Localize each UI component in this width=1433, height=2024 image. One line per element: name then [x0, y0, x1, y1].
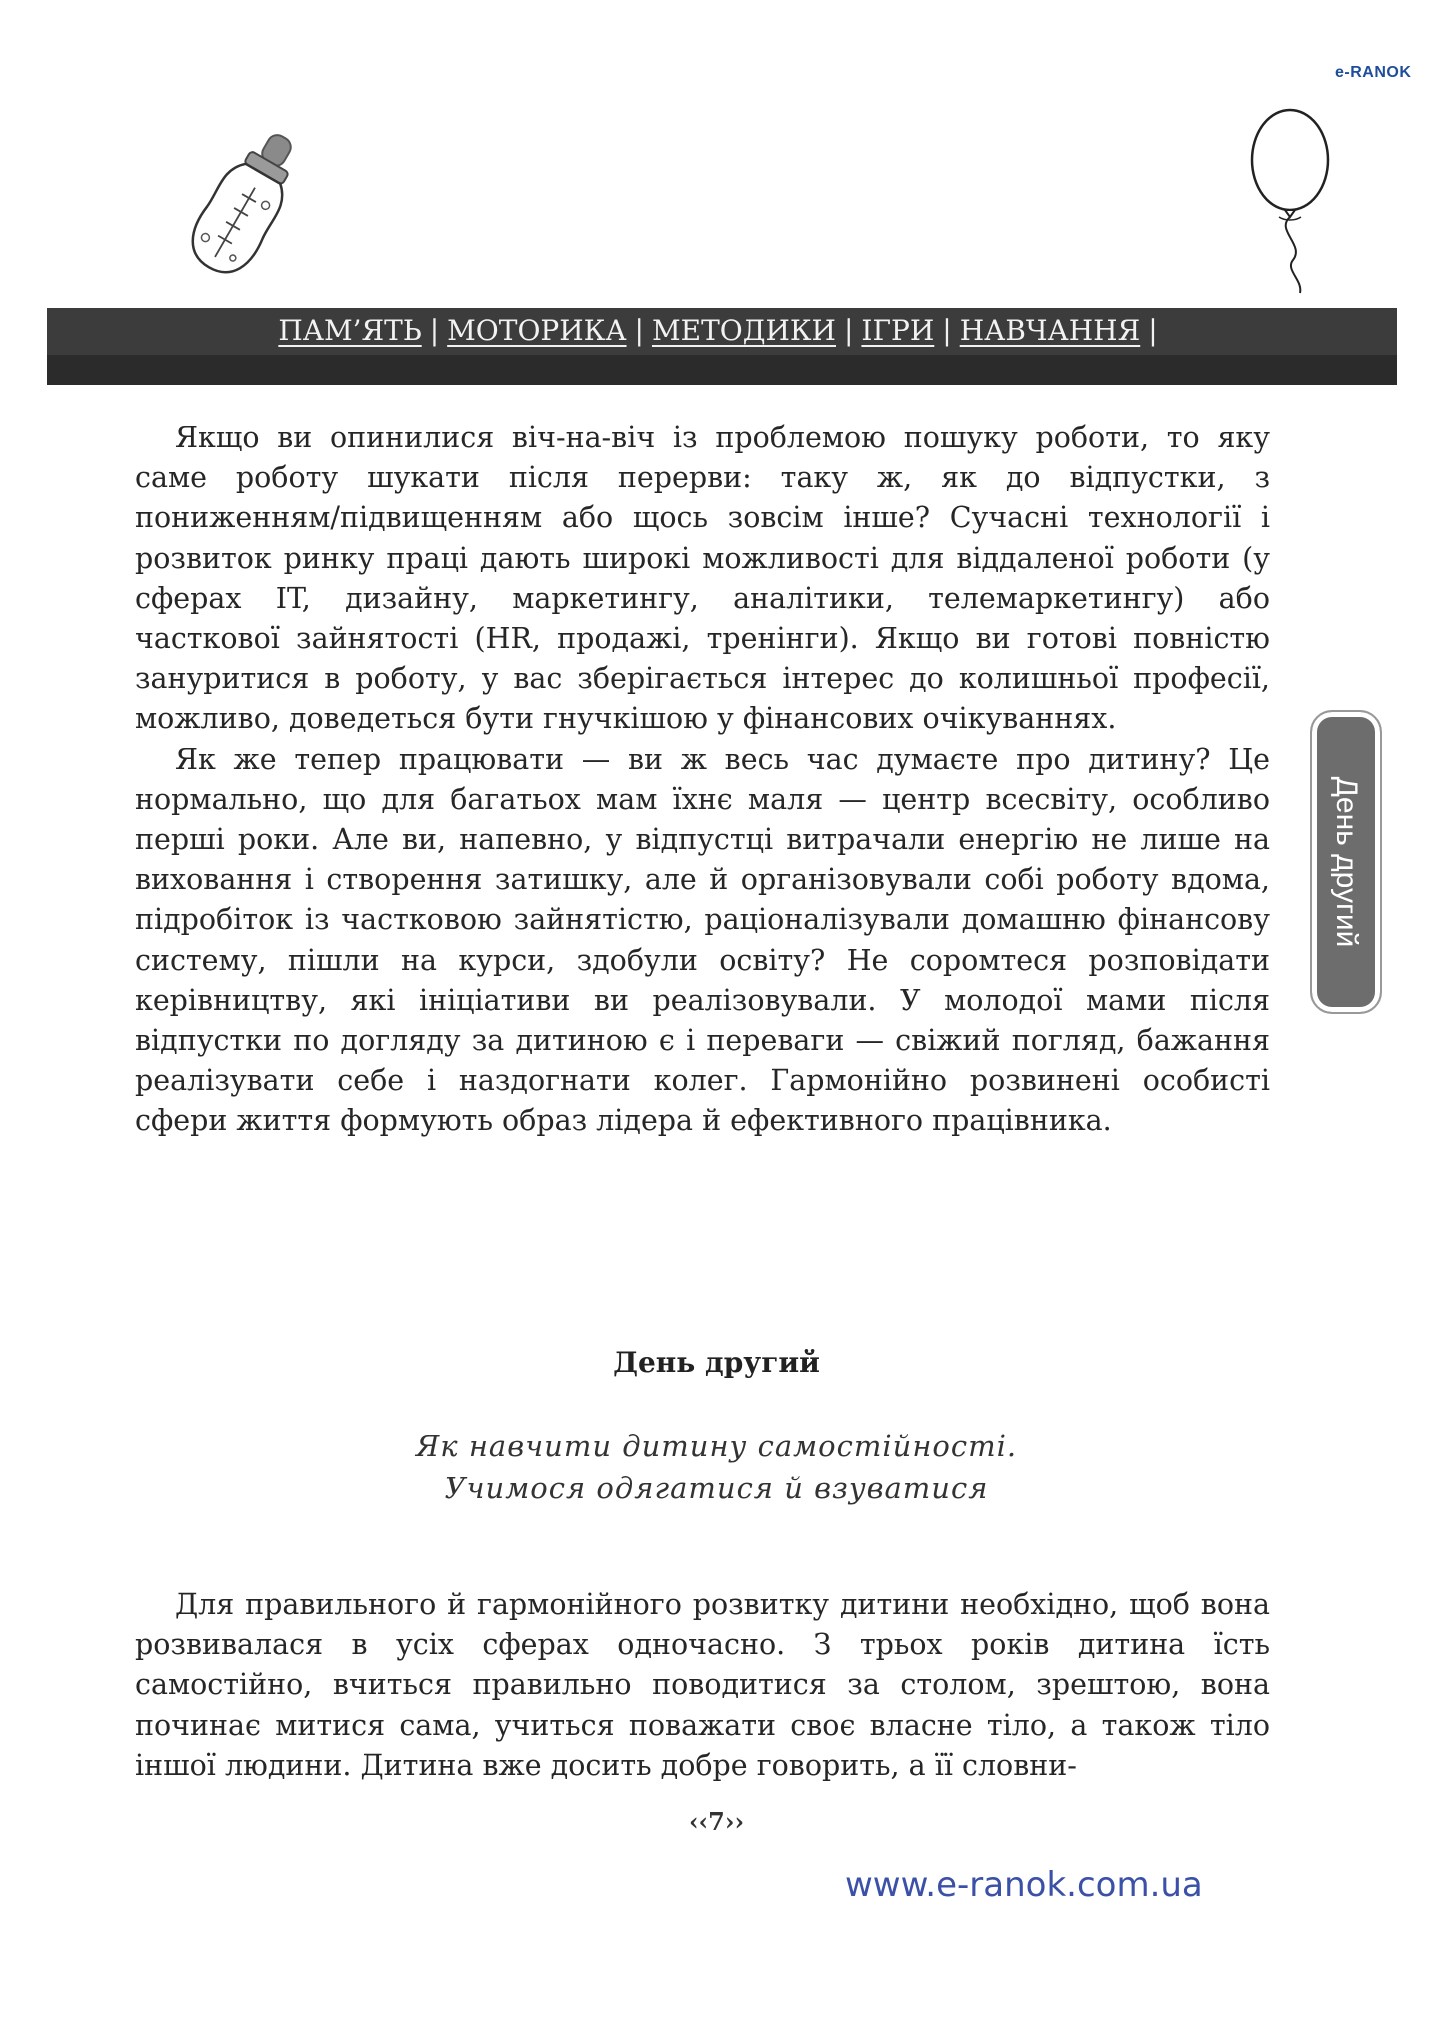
- baby-bottle-icon: [185, 125, 305, 285]
- page-number: [0, 1807, 1433, 1836]
- body-text-top: [135, 418, 1270, 1142]
- subtitle-line: Учимося одягатися й взуватися: [444, 1471, 989, 1505]
- nav-separator: |: [634, 314, 644, 347]
- nav-link-memory[interactable]: ПАМ’ЯТЬ: [278, 314, 422, 347]
- body-text-bottom: [135, 1585, 1270, 1786]
- page-number-deco-left: ‹‹: [688, 1807, 709, 1836]
- paragraph: Якщо ви опинилися віч-на-віч із проблемою пошуку роботи, то яку саме роботу шукати після перерви: таку ж, як до відпустки, з пониженням/підвищенням або щось зовсім інше? Сучасні технології і розвиток ринку праці дають широкі можливості для віддаленої роботи (у сферах IT, дизайну, маркетингу, аналітики, телемаркетингу) або часткової зайнятості (HR, продажі, тренінги). Якщо ви готові повністю зануритися в роботу, у вас зберігається інтерес до колишньої професії, можливо, доведеться бути гнучкішою у фінансових очікуваннях.: [135, 421, 1270, 736]
- category-nav-bar: [47, 308, 1397, 385]
- publisher-logo: [1335, 64, 1411, 82]
- side-tab-label: День другий: [1330, 776, 1363, 948]
- nav-separator: |: [843, 314, 854, 347]
- page-number-deco-right: ››: [724, 1807, 745, 1836]
- nav-separator: |: [1148, 314, 1158, 347]
- category-nav: [47, 314, 1397, 347]
- nav-link-learning[interactable]: НАВЧАННЯ: [959, 314, 1141, 347]
- nav-link-methods[interactable]: МЕТОДИКИ: [651, 314, 836, 347]
- paragraph: Як же тепер працювати — ви ж весь час думаєте про дитину? Це нормально, що для багатьох мам їхнє маля — центр всесвіту, особливо перші роки. Але ви, напевно, у відпустці витрачали енергію не лише на виховання і створення затишку, але й організовували собі роботу вдома, підробіток із частковою зайнятістю, раціоналізували домашню фінансову систему, пішли на курси, здобули освіту? Не соромтеся розповідати керівництву, які ініціативи ви реалізовували. У молодої мами після відпустки по догляду за дитиною є і переваги — свіжий погляд, бажання реалізувати себе і наздогнати колег. Гармонійно розвинені особисті сфери життя формують образ лідера й ефективного працівника.: [135, 742, 1270, 1138]
- nav-link-motor-skills[interactable]: МОТОРИКА: [447, 314, 627, 347]
- balloon-icon: [1245, 105, 1335, 295]
- section-subtitle: [0, 1425, 1433, 1509]
- subtitle-line: Як навчити дитину самостійності.: [415, 1429, 1018, 1463]
- nav-link-games[interactable]: ІГРИ: [861, 314, 935, 347]
- section-side-tab[interactable]: [1310, 710, 1382, 1014]
- paragraph: Для правильного й гармонійного розвитку дитини необхідно, щоб вона розвивалася в усіх сферах одночасно. З трьох років дитина їсть самостійно, вчиться правильно поводитися за столом, зрештою, вона починає митися сама, учиться поважати своє власне тіло, а також тіло іншої людини. Дитина вже досить добре говорить, а її словни-: [135, 1588, 1270, 1782]
- website-link[interactable]: www.e-ranok.com.ua: [845, 1865, 1203, 1905]
- page-number-value: 7: [708, 1807, 725, 1836]
- logo-prefix: e: [1335, 64, 1345, 81]
- nav-bar-strip: [47, 355, 1397, 385]
- nav-separator: |: [942, 314, 952, 347]
- nav-separator: |: [429, 314, 440, 347]
- logo-text: -RANOK: [1344, 64, 1412, 81]
- section-heading: День другий: [613, 1346, 820, 1379]
